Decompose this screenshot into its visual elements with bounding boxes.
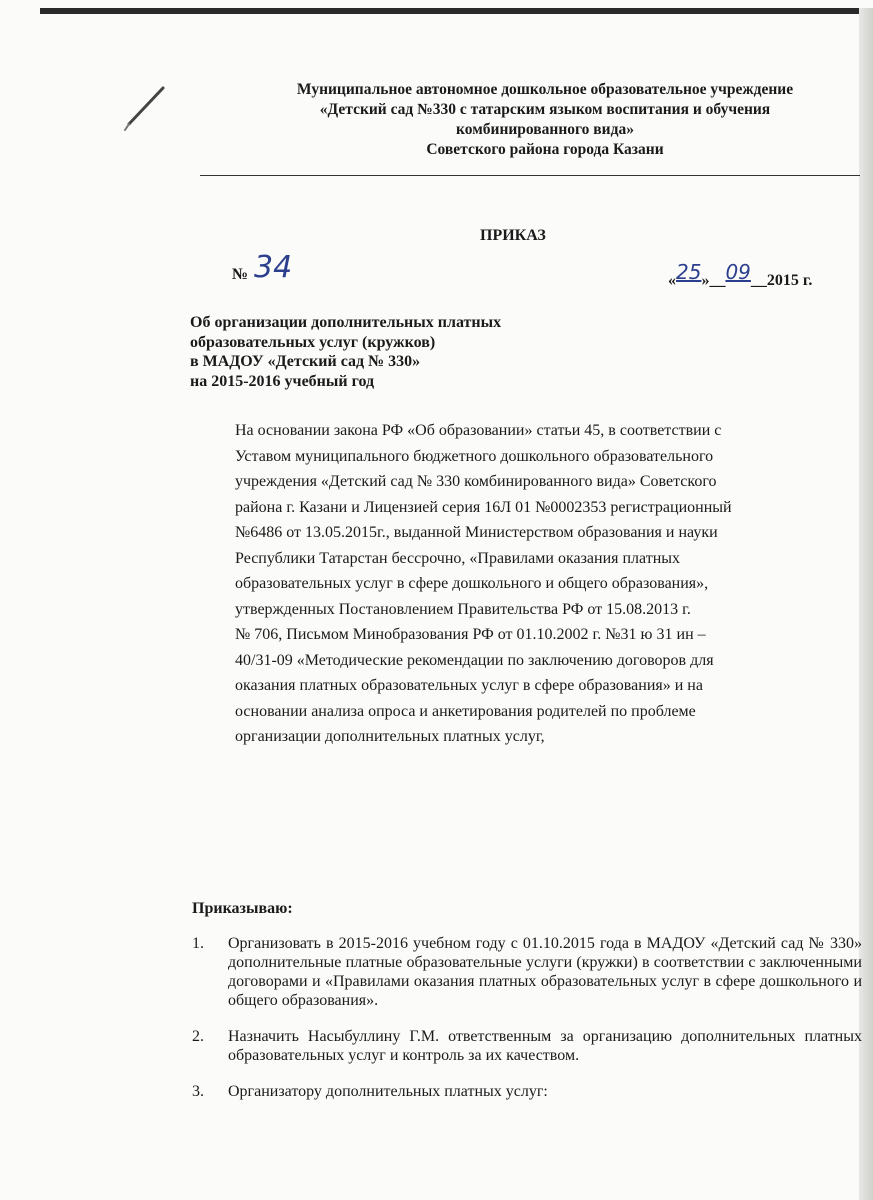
preamble-line: Уставом муниципального бюджетного дошкольного образовательного xyxy=(235,447,714,465)
pen-mark-icon xyxy=(115,80,175,140)
preamble-line: 40/31-09 «Методические рекомендации по заключению договоров для xyxy=(235,651,714,669)
order-subject xyxy=(190,313,501,391)
header-divider xyxy=(200,175,860,176)
decree-item-number: 1. xyxy=(192,935,204,952)
decree-item xyxy=(192,934,862,1010)
subject-line-2: образовательных услуг (кружков) xyxy=(190,333,436,351)
preamble-line: учреждения «Детский сад № 330 комбинированного вида» Советского xyxy=(235,473,717,490)
decree-label: Приказываю: xyxy=(192,900,293,917)
header-line-4: Советского района города Казани xyxy=(426,141,664,158)
decree-item-number: 2. xyxy=(192,1028,204,1045)
decree-item-number: 3. xyxy=(192,1083,204,1100)
scan-top-edge xyxy=(40,8,873,14)
order-number-date-line xyxy=(232,250,862,289)
preamble-line: образовательных услуг в сфере дошкольного и общего образования», xyxy=(235,575,709,592)
order-date: «25»__09__2015 г. xyxy=(668,260,813,289)
date-month-handwritten: 09 xyxy=(725,260,751,284)
preamble-line: Республики Татарстан бессрочно, «Правилами оказания платных xyxy=(235,549,681,567)
preamble-paragraph xyxy=(235,418,865,750)
decree-item-text: Назначить Насыбуллину Г.М. ответственным за организацию дополнительных платных образовательных услуг и контроль за их качеством. xyxy=(228,1028,862,1064)
date-close-quote: » xyxy=(701,272,710,289)
date-day-handwritten: 25 xyxy=(676,260,702,284)
date-open-quote: « xyxy=(668,272,676,289)
preamble-line: На основании закона РФ «Об образовании» статьи 45, в соответствии с xyxy=(235,422,722,439)
order-number-label: № xyxy=(232,266,249,283)
decree-items xyxy=(192,934,862,1118)
preamble-line: организации дополнительных платных услуг, xyxy=(235,728,545,745)
subject-line-3: в МАДОУ «Детский сад № 330» xyxy=(190,353,421,370)
decree-item-text: Организовать в 2015-2016 учебном году с 01.10.2015 года в МАДОУ «Детский сад № 330» дополнительные платные образовательные услуги (кружки) в соответствии с заключенными договорами и «Правилами оказания платных образовательных услуг в сфере дошкольного и общего образования». xyxy=(228,935,862,1009)
order-number-handwritten: 34 xyxy=(254,250,293,285)
preamble-line: основании анализа опроса и анкетирования родителей по проблеме xyxy=(235,702,696,720)
date-year: 2015 г. xyxy=(766,272,813,289)
subject-line-1: Об организации дополнительных платных xyxy=(190,314,502,331)
decree-item-text: Организатору дополнительных платных услуг: xyxy=(228,1083,548,1100)
preamble-line: оказания платных образовательных услуг в сфере образования» и на xyxy=(235,677,703,694)
preamble-line: утвержденных Постановлением Правительства РФ от 15.08.2013 г. xyxy=(235,600,691,618)
header-line-1: Муниципальное автономное дошкольное образовательное учреждение xyxy=(296,81,794,98)
header-line-3: комбинированного вида» xyxy=(456,121,634,138)
subject-line-4: на 2015-2016 учебный год xyxy=(190,372,375,390)
header-line-2: «Детский сад №330 с татарским языком воспитания и обучения xyxy=(319,101,771,118)
document-title: ПРИКАЗ xyxy=(480,227,546,244)
preamble-line: №6486 от 13.05.2015г., выданной Министерством образования и науки xyxy=(235,524,718,541)
decree-item xyxy=(192,1027,862,1065)
preamble-line: № 706, Письмом Минобразования РФ от 01.10.2002 г. №31 ю 31 ин – xyxy=(235,626,706,643)
decree-item xyxy=(192,1082,862,1101)
preamble-line: района г. Казани и Лицензией серия 16Л 01 №0002353 регистрационный xyxy=(235,498,732,516)
institution-header xyxy=(230,80,860,160)
